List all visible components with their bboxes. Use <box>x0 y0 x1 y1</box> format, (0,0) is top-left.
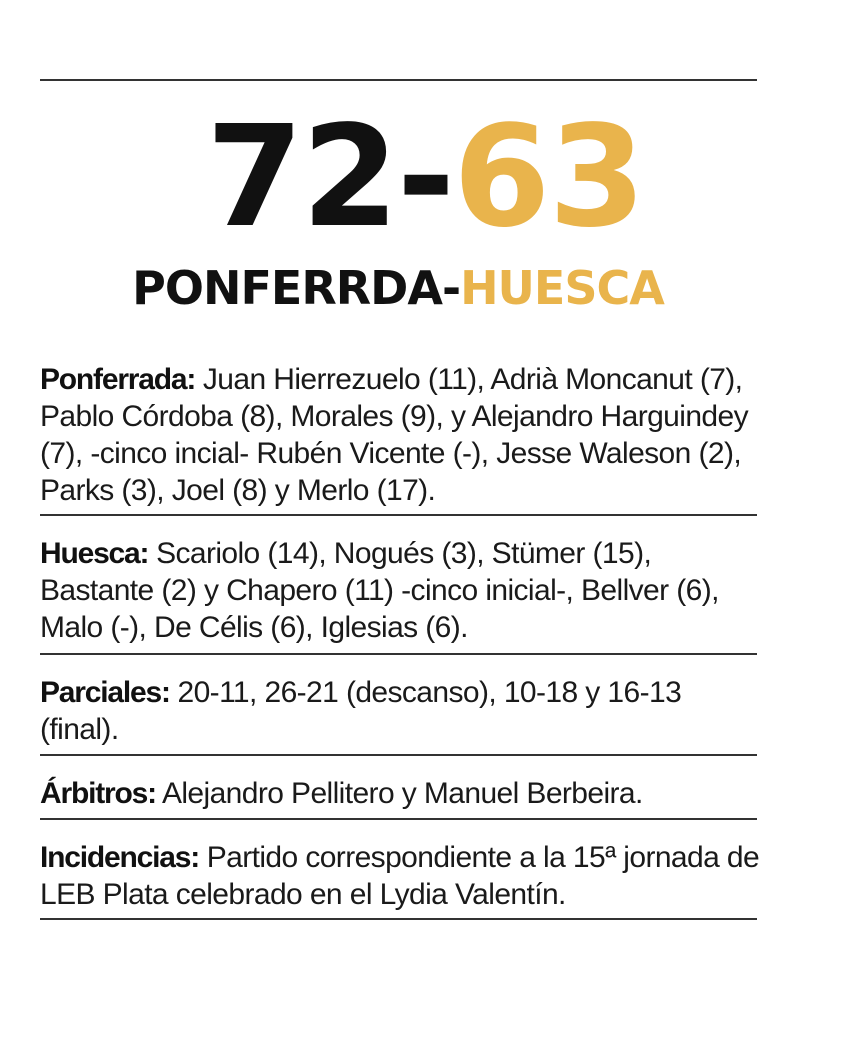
away-team-name: HUESCA <box>460 261 664 315</box>
incidencias-label: Incidencias: <box>40 841 199 874</box>
arbitros-text: Alejandro Pellitero y Manuel Berbeira. <box>155 777 643 810</box>
teams-title <box>0 258 796 318</box>
arbitros-label: Árbitros: <box>40 777 156 810</box>
divider-3 <box>40 754 757 756</box>
huesca-label: Huesca: <box>40 537 149 570</box>
ponferrada-text: Juan Hierrezuelo (11), Adrià Moncanut (7), Pablo Córdoba (8), Morales (9), y Alejandro Harguindey (7), -cinco incial- Rubén Vicente (-), Jesse Waleson (2), Parks (3), Joel (8) y Merlo (17). <box>40 363 748 507</box>
top-rule <box>40 79 757 81</box>
incidencias-text: Partido correspondiente a la 15ª jornada de LEB Plata celebrado en el Lydia Valentín. <box>40 841 760 911</box>
referees <box>40 775 760 812</box>
partial-scores <box>40 674 760 748</box>
parciales-text: 20-11, 26-21 (descanso), 10-18 y 16-13 (final). <box>40 676 682 746</box>
final-score <box>0 98 850 258</box>
away-score: 63 <box>453 96 644 259</box>
teams-separator: - <box>441 261 461 315</box>
bottom-rule <box>40 918 757 920</box>
divider-2 <box>40 653 757 655</box>
ponferrada-lineup <box>40 361 760 509</box>
incidents <box>40 839 760 913</box>
huesca-text: Scariolo (14), Nogués (3), Stümer (15), Bastante (2) y Chapero (11) -cinco inicial-, Bellver (6), Malo (-), De Célis (6), Iglesias (6). <box>40 537 719 644</box>
divider-4 <box>40 818 757 820</box>
home-score: 72 <box>206 96 397 259</box>
huesca-lineup <box>40 535 760 646</box>
ponferrada-label: Ponferrada: <box>40 363 196 396</box>
score-separator: - <box>396 96 454 259</box>
parciales-label: Parciales: <box>40 676 170 709</box>
home-team-name: PONFERRDA <box>132 261 442 315</box>
divider-1 <box>40 514 757 516</box>
